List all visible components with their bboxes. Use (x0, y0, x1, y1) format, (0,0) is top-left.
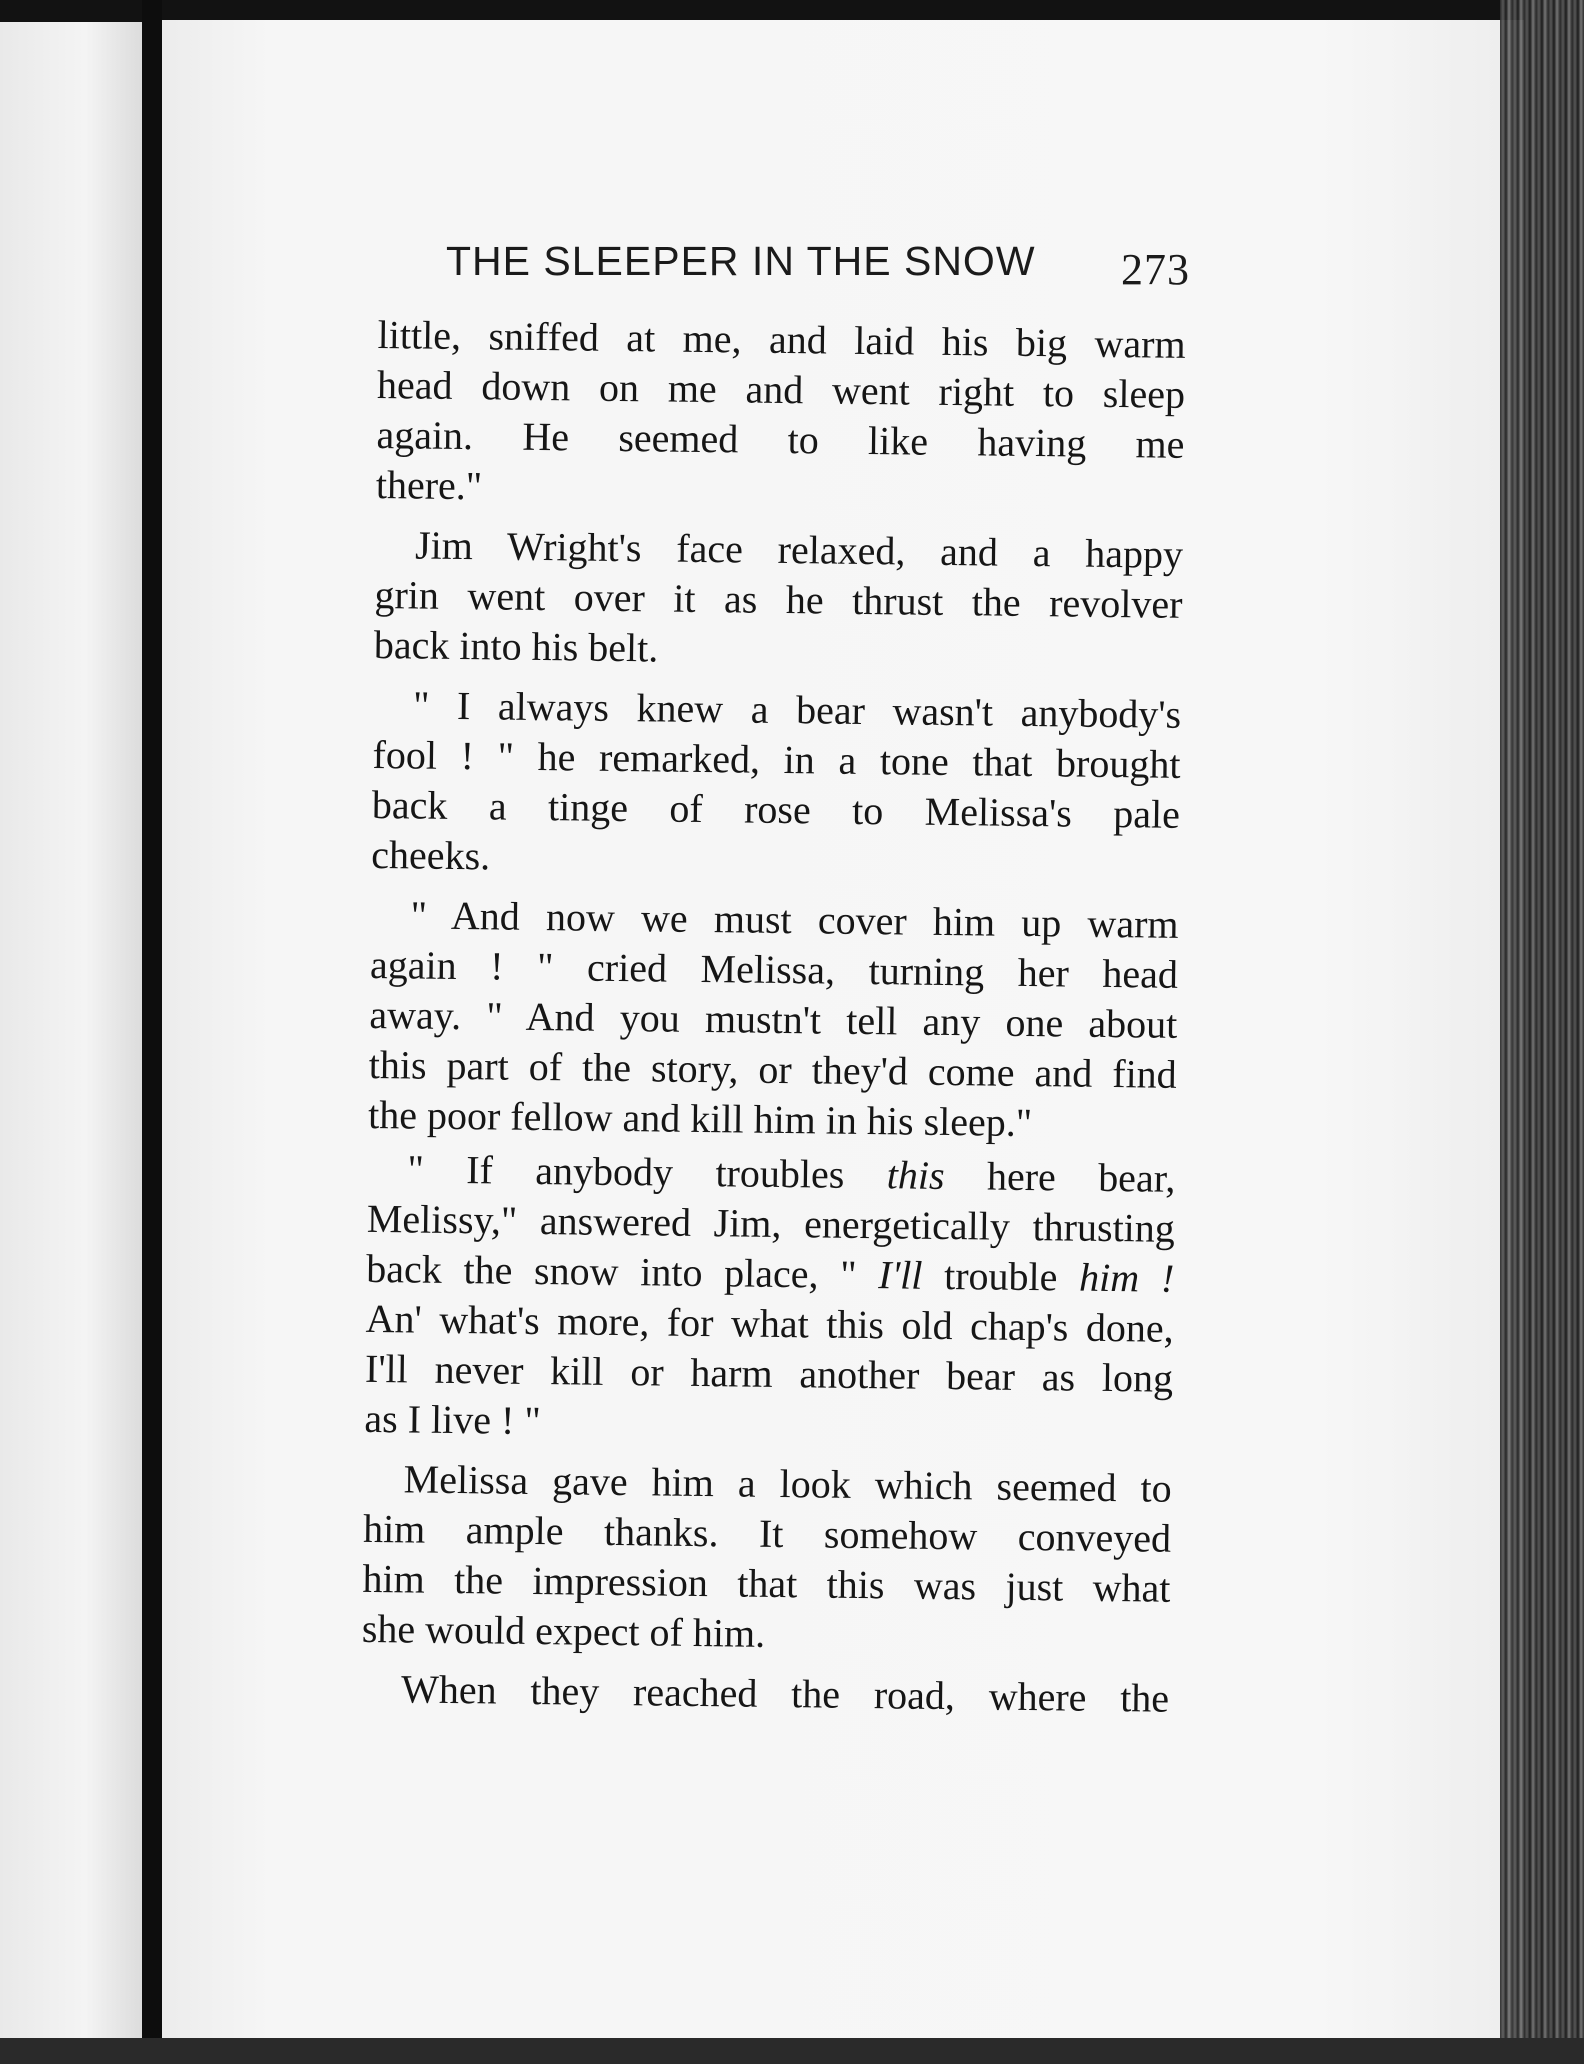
text-run: back the snow into place, " (366, 1245, 879, 1298)
text-line: " And now we must cover him up warm (410, 892, 1179, 947)
book-gutter (142, 0, 162, 2064)
text-line: Melissy," answered Jim, energetically thrusting (366, 1195, 1176, 1251)
text-line: cheeks. (371, 831, 491, 879)
text-line: little, sniffed at me, and laid his big warm (377, 311, 1186, 367)
text-line: again. He seemed to like having me (376, 411, 1185, 467)
running-head (446, 238, 1196, 298)
body-text (361, 310, 1186, 1724)
paragraph-3 (371, 680, 1181, 890)
text-line: the poor fellow and kill him in his sleep." (367, 1091, 1033, 1146)
text-line: " I always knew a bear wasn't anybody's (412, 682, 1182, 737)
paragraph-5 (364, 1144, 1176, 1454)
text-line: grin went over it as he thrust the revolver (374, 571, 1183, 627)
text-line: again ! " cried Melissa, turning her head (369, 941, 1179, 997)
italic-run: him ! (1078, 1254, 1175, 1301)
paragraph-6 (362, 1454, 1172, 1664)
text-line: away. " And you mustn't tell any one about (369, 991, 1178, 1047)
text-line: fool ! " he remarked, in a tone that brought (372, 731, 1181, 787)
text-line: head down on me and went right to sleep (376, 361, 1186, 417)
left-page-edge (0, 22, 142, 2052)
scan-bottom-border (0, 2038, 1584, 2064)
text-line: An' what's more, for what this old chap's done, (365, 1295, 1174, 1351)
text-line: she would expect of him. (361, 1605, 766, 1656)
running-head-title: THE SLEEPER IN THE SNOW (446, 238, 1036, 284)
paragraph-2 (374, 520, 1184, 680)
italic-run: this (886, 1152, 945, 1198)
paragraph-4 (368, 890, 1179, 1150)
text-line: back a tinge of rose to Melissa's pale (371, 781, 1181, 837)
page-number: 273 (1121, 245, 1190, 294)
text-line: there." (375, 461, 483, 509)
text-run: here bear, (944, 1152, 1176, 1201)
paragraph-7 (361, 1664, 1170, 1724)
text-line: When they reached the road, where the (400, 1666, 1170, 1721)
text-run: " If anybody troubles (407, 1146, 888, 1198)
text-line: back into his belt. (373, 621, 659, 671)
text-line: as I live ! " (364, 1395, 542, 1444)
text-line: him the impression that this was just what (362, 1555, 1171, 1611)
text-line: Jim Wright's face relaxed, and a happy (414, 522, 1184, 577)
text-line: Melissa gave him a look which seemed to (403, 1456, 1172, 1511)
text-line: I'll never kill or harm another bear as long (364, 1345, 1174, 1401)
text-line: this part of the story, or they'd come and find (368, 1041, 1177, 1097)
page-fore-edge (1500, 0, 1584, 2064)
text-line: him ample thanks. It somehow conveyed (362, 1505, 1172, 1561)
italic-run: I'll (878, 1252, 923, 1298)
paragraph-1 (376, 310, 1186, 520)
text-run: trouble (922, 1252, 1080, 1300)
